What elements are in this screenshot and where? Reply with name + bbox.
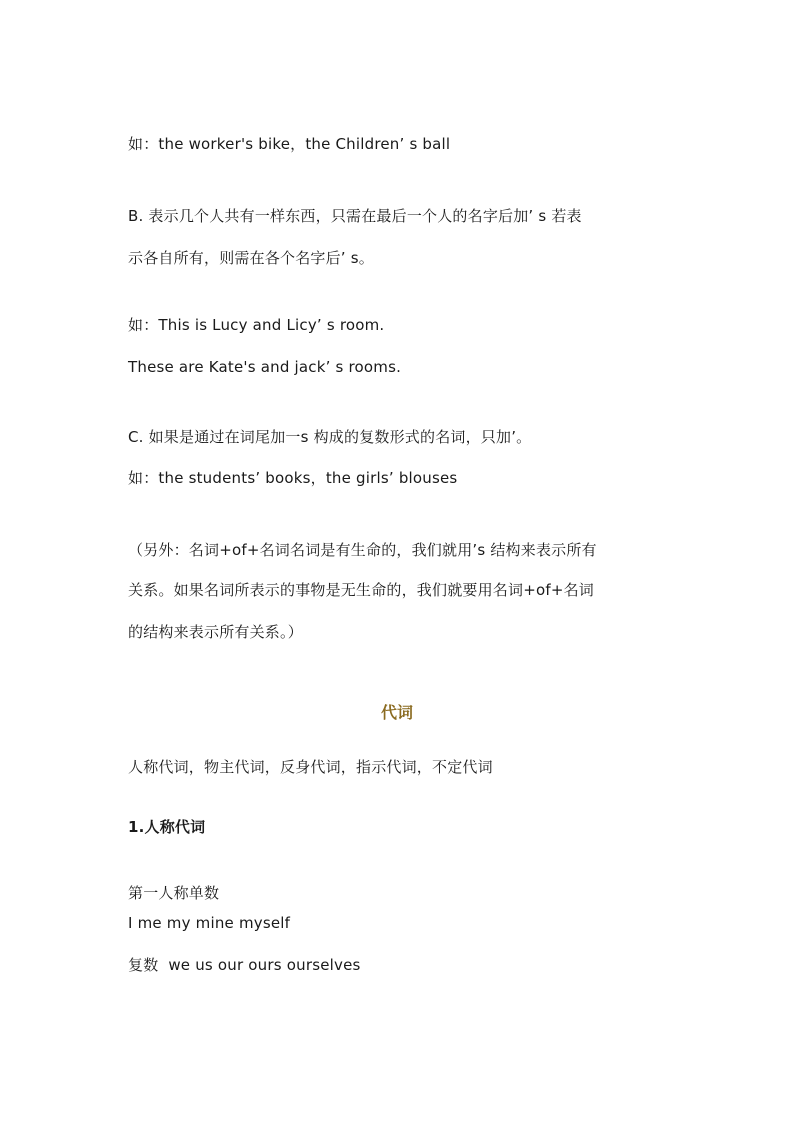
example-line-2: 如：This is Lucy and Licy’ s room. (128, 316, 385, 334)
rule-b-line-2: 示各自所有，则需在各个名字后’ s。 (128, 249, 374, 267)
note-line-2: 关系。如果名词所表示的事物是无生命的，我们就要用名词+of+名词 (128, 581, 594, 599)
note-line-3: 的结构来表示所有关系。） (128, 623, 303, 641)
rule-c-line: C. 如果是通过在词尾加一s 构成的复数形式的名词，只加’。 (128, 428, 532, 446)
note-line-1: （另外：名词+of+名词名词是有生命的，我们就用’s 结构来表示所有 (128, 541, 597, 559)
plural-line: 复数 we us our ours ourselves (128, 956, 361, 974)
subheading: 1.人称代词 (128, 818, 206, 836)
section-title: 代词 (380, 703, 413, 722)
pronoun-types: 人称代词，物主代词，反身代词，指示代词，不定代词 (128, 758, 493, 776)
example-line-3: These are Kate's and jack’ s rooms. (128, 358, 402, 376)
example-line-1: 如：the worker's bike，the Children’ s ball (128, 135, 451, 153)
rule-b-line-1: B. 表示几个人共有一样东西，只需在最后一个人的名字后加’ s 若表 (128, 207, 582, 225)
first-person-singular: I me my mine myself (128, 914, 291, 932)
example-line-4: 如：the students’ books，the girls’ blouses (128, 469, 458, 487)
first-person-label: 第一人称单数 (128, 884, 220, 902)
